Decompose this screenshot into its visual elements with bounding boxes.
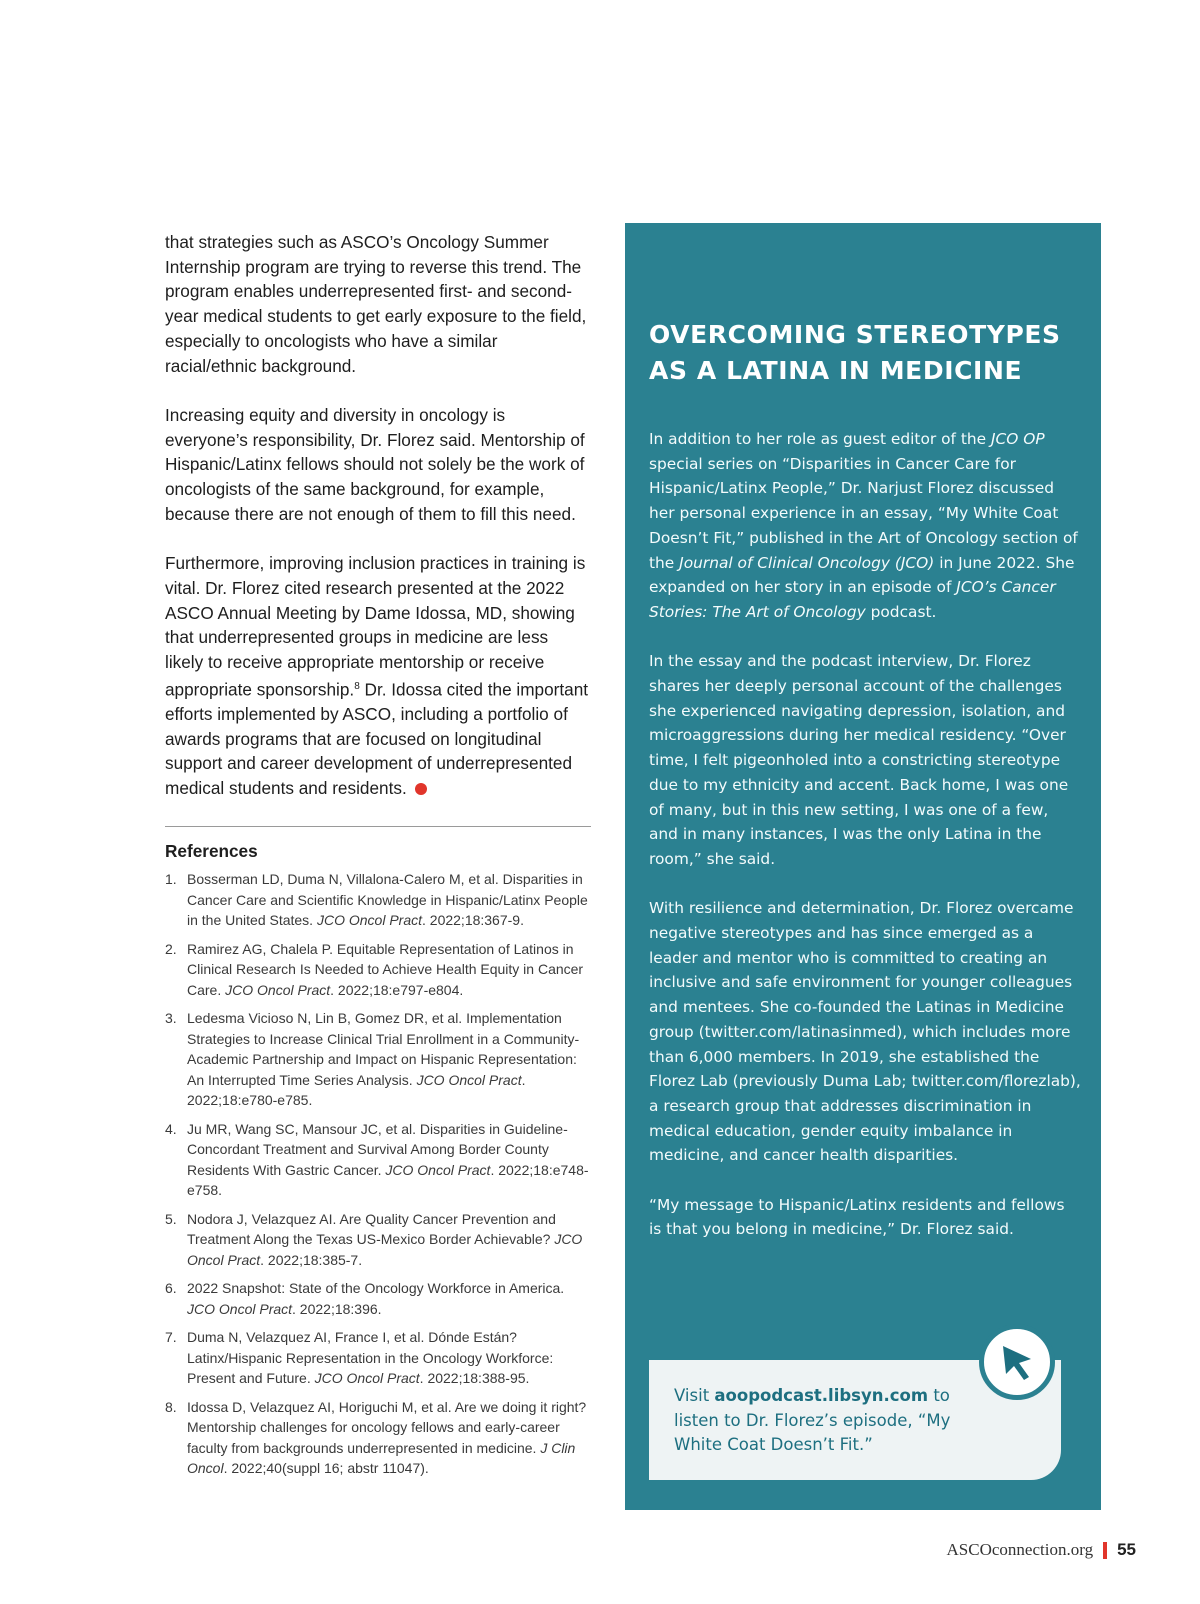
references-list [165, 869, 591, 1479]
sidebar-italic-text: JCO OP [990, 430, 1045, 448]
references-heading: References [165, 840, 258, 861]
reference-number: 3. [165, 1010, 177, 1027]
reference-item [165, 1008, 591, 1111]
reference-item [165, 1119, 591, 1201]
sidebar-text: in June 2022. She expanded on her story in an episode of [649, 553, 1075, 597]
reference-item [165, 1209, 591, 1271]
cursor-arrow-glyph [999, 1343, 1037, 1383]
sidebar-panel [625, 223, 1101, 1510]
reference-journal: JCO Oncol Pract [385, 1161, 491, 1178]
reference-journal: JCO Oncol Pract [225, 981, 331, 998]
body-paragraph: Increasing equity and diversity in oncology is everyone’s responsibility, Dr. Florez said. Mentorship of Hispanic/Latinx fellows should not solely be the work of oncologists of the same background, for example, because there are not enough of them to fill this need. [165, 404, 585, 524]
reference-citation: . 2022;18:e748-e758. [187, 1161, 589, 1199]
references-divider [165, 826, 591, 827]
main-article-column [165, 230, 591, 1487]
reference-text: Ramirez AG, Chalela P. Equitable Representation of Latinos in Clinical Research Is Needed to Achieve Health Equity in Cancer Care. [187, 940, 584, 998]
sidebar-paragraph [649, 427, 1081, 625]
sidebar-text: In addition to her role as guest editor of the [649, 430, 991, 448]
sidebar-italic-text: Journal of Clinical Oncology (JCO) [679, 553, 935, 572]
reference-text: Bosserman LD, Duma N, Villalona-Calero M, et al. Disparities in Cancer Care and Scientific Knowledge in Hispanic/Latinx People in the United States. [187, 871, 588, 929]
podcast-link[interactable]: aoopodcast.libsyn.com [714, 1386, 929, 1405]
reference-journal: JCO Oncol Pract [416, 1071, 522, 1088]
reference-journal: JCO Oncol Pract [187, 1300, 293, 1317]
reference-citation: . 2022;18:e780-e785. [187, 1071, 526, 1109]
reference-text: 2022 Snapshot: State of the Oncology Workforce in America. [187, 1280, 565, 1297]
body-paragraph [165, 551, 591, 801]
sidebar-paragraph: “My message to Hispanic/Latinx residents and fellows is that you belong in medicine,” Dr. Florez said. [649, 1195, 1065, 1239]
reference-item [165, 1397, 591, 1479]
reference-text: Duma N, Velazquez AI, France I, et al. Dónde Están? Latinx/Hispanic Representation in the Oncology Workforce: Present and Future. [187, 1329, 554, 1387]
reference-number: 6. [165, 1280, 177, 1297]
reference-citation: . 2022;18:385-7. [260, 1251, 363, 1268]
sidebar-paragraph: With resilience and determination, Dr. Florez overcame negative stereotypes and has since emerged as a leader and mentor who is committed to creating an inclusive and safe environment for younger colleagues and mentees. She co-founded the Latinas in Medicine group (twitter.com/latinasinmed), which includes more than 6,000 members. In 2019, she established the Florez Lab (previously Duma Lab; twitter.com/florezlab), a research group that addresses discrimination in medical education, gender equity imbalance in medicine, and cancer health disparities. [649, 899, 1081, 1165]
reference-item [165, 869, 591, 931]
reference-item [165, 939, 591, 1001]
cursor-arrow-icon [979, 1324, 1055, 1400]
reference-journal: J Clin Oncol [187, 1439, 576, 1477]
callout-prefix: Visit [674, 1386, 715, 1405]
callout-suffix: to listen to Dr. Florez’s episode, “My White Coat Doesn’t Fit.” [674, 1386, 951, 1455]
reference-number: 2. [165, 940, 177, 957]
reference-number: 1. [165, 871, 177, 888]
sidebar-body [649, 427, 1081, 1267]
footer-divider [1103, 1542, 1107, 1559]
reference-journal: JCO Oncol Pract [314, 1370, 420, 1387]
reference-citation: . 2022;40(suppl 16; abstr 11047). [223, 1460, 429, 1477]
reference-citation: . 2022;18:396. [292, 1300, 382, 1317]
body-paragraph: that strategies such as ASCO’s Oncology Summer Internship program are trying to reverse this trend. The program enables underrepresented first- and second-year medical students to get early exposure to the field, especially to oncologists who have a similar racial/ethnic background. [165, 232, 587, 376]
sidebar-paragraph: In the essay and the podcast interview, Dr. Florez shares her deeply personal account of the challenges she experienced navigating depression, isolation, and microaggressions during her medical residency. “Over time, I felt pigeonholed into a constricting stereotype due to my ethnicity and accent. Back home, I was one of many, but in this new setting, I was one of a few, and in many instances, I was the only Latina in the room,” she said. [649, 652, 1069, 868]
reference-text: Idossa D, Velazquez AI, Horiguchi M, et al. Are we doing it right? Mentorship challenges for oncology fellows and early-career faculty from backgrounds underrepresented in medicine. [187, 1398, 587, 1456]
reference-number: 8. [165, 1398, 177, 1415]
footer-site[interactable]: ASCOconnection.org [946, 1540, 1094, 1559]
reference-journal: JCO Oncol Pract [187, 1231, 583, 1268]
reference-citation: . 2022;18:e797-e804. [330, 981, 464, 998]
sidebar-title: OVERCOMING STEREOTYPES AS A LATINA IN MEDICINE [649, 320, 1061, 385]
end-mark-icon [415, 783, 427, 795]
sidebar-text: podcast. [865, 602, 937, 621]
page-footer [947, 1538, 1136, 1562]
sidebar-italic-text: JCO’s Cancer Stories: The Art of Oncology [649, 578, 1056, 621]
reference-text: Ledesma Vicioso N, Lin B, Gomez DR, et al. Implementation Strategies to Increase Clinical Trial Enrollment in a Community-Academic Partnership and Impact on Hispanic Representation: An Interrupted Time Series Analysis. [187, 1010, 580, 1088]
body-text: Furthermore, improving inclusion practices in training is vital. Dr. Florez cited research presented at the 2022 ASCO Annual Meeting by Dame Idossa, MD, showing that underrepresented groups in medicine are less likely to receive appropriate mentorship or receive appropriate sponsorship. [165, 553, 586, 700]
reference-number: 7. [165, 1329, 177, 1346]
reference-number: 4. [165, 1120, 177, 1137]
reference-text: Ju MR, Wang SC, Mansour JC, et al. Disparities in Guideline-Concordant Treatment and Survival Among Border County Residents With Gastric Cancer. [187, 1120, 568, 1178]
page-number: 55 [1117, 1540, 1136, 1559]
podcast-callout [649, 1360, 1061, 1480]
reference-journal: JCO Oncol Pract [316, 912, 422, 929]
reference-item [165, 1278, 591, 1319]
body-text: Dr. Idossa cited the important efforts implemented by ASCO, including a portfolio of awards programs that are focused on longitudinal support and career development of underrepresented medical students and residents. [165, 679, 589, 799]
callout-text [674, 1384, 959, 1458]
reference-citation: . 2022;18:388-95. [419, 1370, 530, 1387]
reference-item [165, 1327, 591, 1389]
reference-citation: . 2022;18:367-9. [422, 912, 524, 929]
reference-number: 5. [165, 1210, 177, 1227]
reference-text: Nodora J, Velazquez AI. Are Quality Cancer Prevention and Treatment Along the Texas US-Mexico Border Achievable? [187, 1210, 556, 1248]
sidebar-text: special series on “Disparities in Cancer Care for Hispanic/Latinx People,” Dr. Narjust Florez discussed her personal experience in an essay, “My White Coat Doesn’t Fit,” published in the Art of Oncology section of the [649, 454, 1078, 572]
footnote-ref[interactable]: 8 [354, 680, 360, 692]
